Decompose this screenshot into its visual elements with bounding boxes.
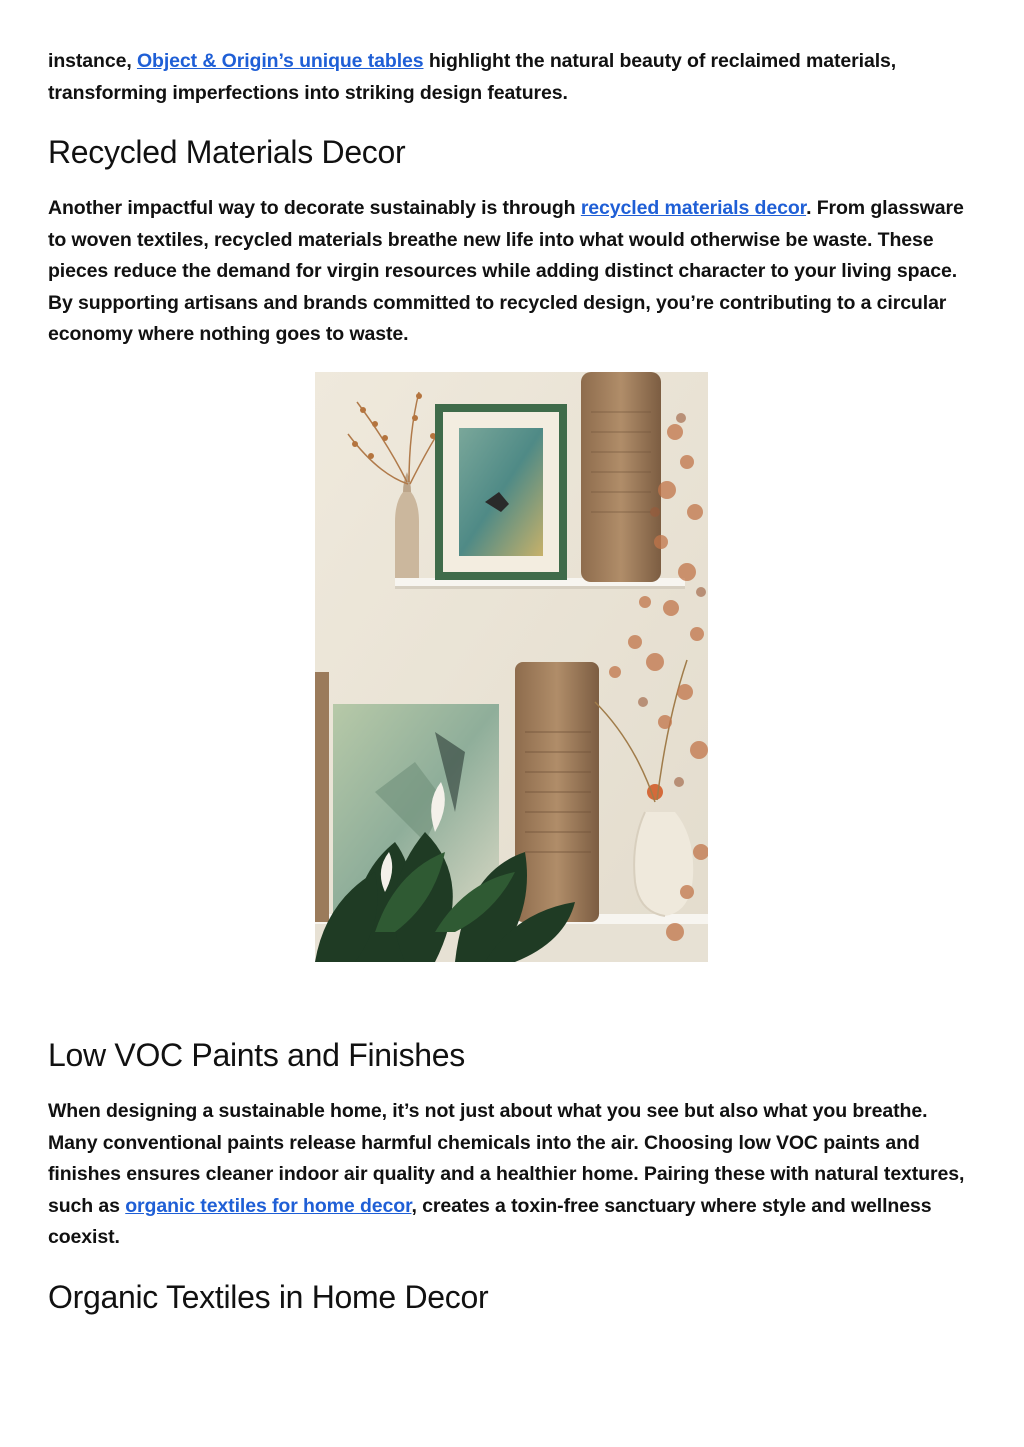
intro-text-after: highlight the natural beauty of reclaimed materials, transforming imperfections into striking design features. [48, 50, 897, 104]
decor-photo [315, 372, 708, 962]
organic-textiles-link[interactable]: organic textiles for home decor [125, 1194, 412, 1217]
voc-text-before: When designing a sustainable home, it’s not just about what you see but also what you breathe. Many conventional paints release harmful chemicals into the air. Choosing low VOC paints and finishes ensures cleaner indoor air quality and a healthier home. Pairing these with natural textures, such as [48, 1100, 965, 1217]
recycled-text-before: Another impactful way to decorate sustainably is through [48, 197, 581, 219]
organic-textiles-heading: Organic Textiles in Home Decor [48, 1279, 489, 1315]
recycled-materials-paragraph [48, 193, 978, 351]
voc-text-after: , creates a toxin-free sanctuary where style and wellness coexist. [48, 1194, 932, 1248]
low-voc-paragraph [48, 1096, 978, 1254]
recycled-materials-heading: Recycled Materials Decor [48, 134, 406, 170]
low-voc-heading: Low VOC Paints and Finishes [48, 1037, 465, 1073]
decor-photo-illustration [315, 372, 708, 962]
object-origin-tables-link[interactable]: Object & Origin’s unique tables [136, 50, 424, 72]
intro-text-before: instance, [48, 50, 137, 72]
intro-paragraph [48, 46, 978, 109]
recycled-materials-decor-link[interactable]: recycled materials decor [580, 197, 807, 219]
recycled-text-after: . From glassware to woven textiles, recycled materials breathe new life into what would otherwise be waste. These pieces reduce the demand for virgin resources while adding distinct character to your living space. By supporting artisans and brands committed to recycled design, you’re contributing to a circular economy where nothing goes to waste. [48, 197, 964, 345]
